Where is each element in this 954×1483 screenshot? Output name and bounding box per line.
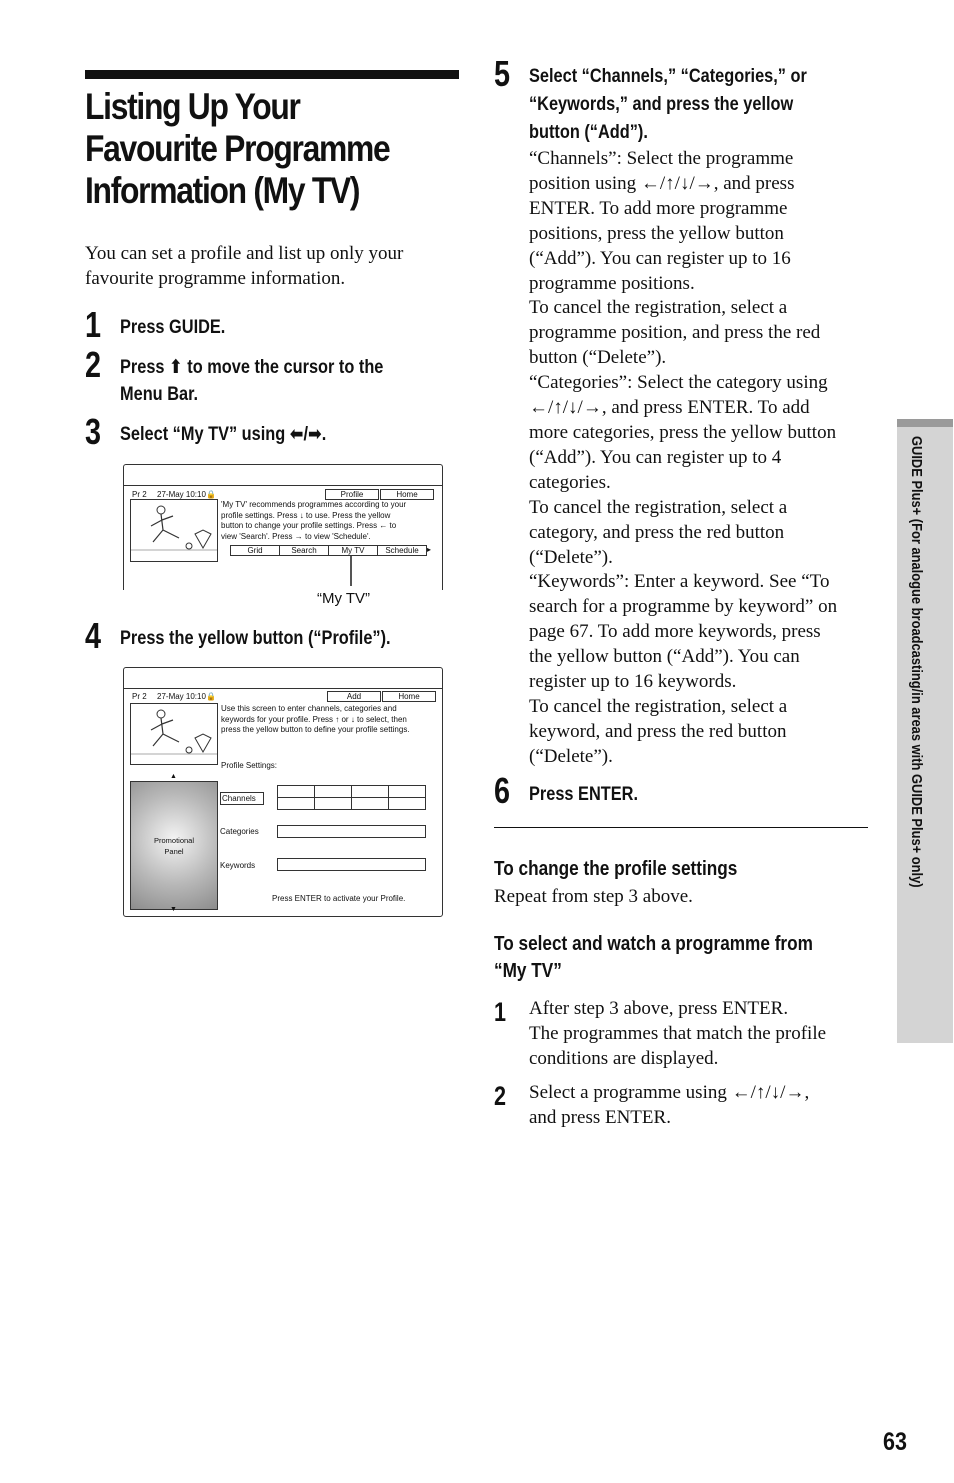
right-arrow-icon: ➡ [308, 423, 322, 445]
body-line: To cancel the registration, select a [529, 496, 788, 518]
body-line: The programmes that match the profile [529, 1022, 827, 1044]
step-text: button (“Add”). [529, 122, 648, 143]
description-line: 'My TV' recommends programmes according to your [221, 500, 407, 509]
watch-step2 [529, 1081, 809, 1131]
step-number: 4 [85, 615, 102, 656]
step-number: 5 [494, 53, 511, 94]
channel-slot[interactable] [277, 797, 315, 810]
channel-label: Pr 2 [132, 692, 147, 701]
menu-grid[interactable]: Grid [230, 545, 280, 556]
channel-slot[interactable] [351, 797, 389, 810]
watch-step1 [529, 997, 826, 1072]
channel-slot[interactable] [388, 797, 426, 810]
menu-schedule[interactable]: Schedule [377, 545, 427, 556]
body-line: (“Delete”). [529, 546, 613, 568]
preview-thumbnail [130, 499, 218, 562]
divider [124, 688, 442, 689]
step-text: Press GUIDE. [120, 317, 226, 338]
body-line: and press ENTER. [529, 1106, 671, 1128]
intro-text [85, 241, 455, 291]
step-number: 2 [85, 344, 102, 385]
body-line: register up to 16 keywords. [529, 671, 737, 693]
body-line: (“Delete”). [529, 745, 613, 767]
body-line: conditions are displayed. [529, 1047, 719, 1069]
add-button[interactable]: Add [327, 691, 381, 702]
categories-label: Categories [220, 827, 259, 836]
callout-line [350, 556, 352, 586]
channel-slot[interactable] [314, 797, 352, 810]
screen-mytv [123, 464, 443, 590]
step-text: Press ENTER. [529, 784, 638, 805]
description-line: button to change your profile settings. Press ← to [221, 521, 397, 530]
step-number: 6 [494, 770, 511, 811]
step-text: Menu Bar. [120, 384, 199, 405]
step-number: 1 [494, 997, 507, 1027]
channels-label: Channels [222, 794, 256, 803]
triangle-up-icon: ▲ [170, 773, 177, 780]
title-line: Information (My TV) [85, 170, 360, 211]
step-text [120, 354, 383, 381]
channels-field-selected[interactable] [220, 792, 264, 805]
description [221, 500, 406, 542]
intro-line: You can set a profile and list up only your [85, 243, 404, 264]
promotional-panel [130, 781, 218, 910]
callout-label: “My TV” [317, 590, 371, 607]
home-button[interactable]: Home [380, 489, 434, 500]
body-line: (“Add”). You can register up to 16 [529, 247, 791, 269]
categories-field[interactable] [277, 825, 426, 838]
watch-heading: To select and watch a programme from [494, 933, 813, 955]
section-divider [494, 827, 868, 828]
body-line: the yellow button (“Add”). You can [529, 646, 800, 668]
step-text: Press the yellow button (“Profile”). [120, 628, 391, 649]
description-line: Use this screen to enter channels, categories and [221, 704, 397, 713]
body-line: ←/↑/↓/→, and press ENTER. To add [529, 397, 810, 419]
divider [124, 485, 442, 486]
description [221, 704, 410, 736]
change-heading: To change the profile settings [494, 858, 738, 880]
step-text-part: . [321, 424, 327, 445]
title-line: Listing Up Your [85, 86, 300, 127]
triangle-right-icon: ▸ [427, 545, 432, 554]
profile-button[interactable]: Profile [325, 489, 379, 500]
body-line: programme positions. [529, 272, 695, 294]
left-arrow-icon: ⬅ [289, 423, 304, 445]
step-number: 3 [85, 411, 102, 452]
description-line: press the yellow button to define your profile settings. [221, 725, 410, 734]
date-label: 27-May 10:10 [157, 692, 206, 701]
side-tab-label: GUIDE Plus+ (For analogue broadcasting/in areas with GUIDE Plus+ only) [908, 436, 925, 888]
body-line: keyword, and press the red button [529, 720, 787, 742]
description-line: profile settings. Press ↓ to use. Press the yellow [221, 510, 391, 520]
side-tab-bar [897, 419, 953, 427]
football-player-icon [131, 500, 217, 561]
body-line: “Categories”: Select the category using [529, 372, 828, 394]
keywords-field[interactable] [277, 858, 426, 871]
step-text: Select “My TV” using ⬅/➡. [120, 423, 327, 445]
promo-line: Promotional [153, 836, 195, 845]
body-line: page 67. To add more keywords, press [529, 621, 821, 643]
screen-footer: Press ENTER to activate your Profile. [272, 894, 406, 903]
description-line: keywords for your profile. Press ↑ or ↓ to select, then [221, 714, 407, 724]
profile-settings-label: Profile Settings: [221, 761, 278, 770]
title-line: Favourite Programme [85, 128, 390, 169]
promo-line: Panel [164, 846, 184, 856]
screen-profile [123, 667, 443, 917]
up-arrow-icon: ⬆ [169, 356, 183, 378]
body-line: button (“Delete”). [529, 347, 667, 369]
step-text-part: Press [120, 357, 170, 378]
title-rule [85, 70, 459, 79]
watch-heading: “My TV” [494, 960, 562, 982]
body-line: position using ←/↑/↓/→, and press [529, 172, 795, 194]
body-line: programme position, and press the red [529, 322, 821, 344]
football-player-icon [131, 704, 217, 764]
body-line: To cancel the registration, select a [529, 297, 788, 319]
step-number: 1 [85, 304, 102, 345]
step-text-part: to move the cursor to the [182, 357, 384, 378]
step-text-part: Select “My TV” using [120, 424, 290, 445]
date-label: 27-May 10:10 [157, 490, 206, 499]
body-line: ENTER. To add more programme [529, 197, 788, 219]
menu-mytv[interactable]: My TV [328, 545, 378, 556]
body-line: categories. [529, 471, 611, 493]
menu-search[interactable]: Search [279, 545, 329, 556]
body-line: positions, press the yellow button [529, 222, 784, 244]
home-button[interactable]: Home [382, 691, 436, 702]
change-body: Repeat from step 3 above. [494, 886, 693, 907]
body-line: After step 3 above, press ENTER. [529, 998, 789, 1019]
side-tab [897, 419, 953, 1043]
step-text: “Keywords,” and press the yellow [529, 94, 794, 115]
body-line: “Keywords”: Enter a keyword. See “To [529, 571, 830, 593]
body-line: To cancel the registration, select a [529, 695, 788, 717]
lock-icon: 🔒 [206, 692, 216, 701]
page-number: 63 [883, 1428, 907, 1456]
step-text: Select “Channels,” “Categories,” or [529, 66, 807, 87]
keywords-label: Keywords [220, 861, 256, 870]
body-line: category, and press the red button [529, 521, 785, 543]
step-number: 2 [494, 1081, 507, 1111]
body-line: (“Add”). You can register up to 4 [529, 446, 782, 468]
body-line: “Channels”: Select the programme [529, 148, 794, 169]
intro-line: favourite programme information. [85, 268, 346, 289]
body-line: more categories, press the yellow button [529, 421, 837, 443]
promo-label [131, 836, 217, 857]
preview-thumbnail [130, 703, 218, 765]
body-line: search for a programme by keyword” on [529, 596, 838, 618]
lock-icon: 🔒 [206, 490, 216, 499]
step5-body [529, 147, 889, 770]
channel-label: Pr 2 [132, 490, 147, 499]
body-line: Select a programme using ←/↑/↓/→, [529, 1082, 810, 1103]
triangle-down-icon: ▼ [170, 906, 177, 913]
page-title [85, 86, 446, 212]
description-line: view 'Search'. Press → to view 'Schedule'. [221, 531, 371, 541]
